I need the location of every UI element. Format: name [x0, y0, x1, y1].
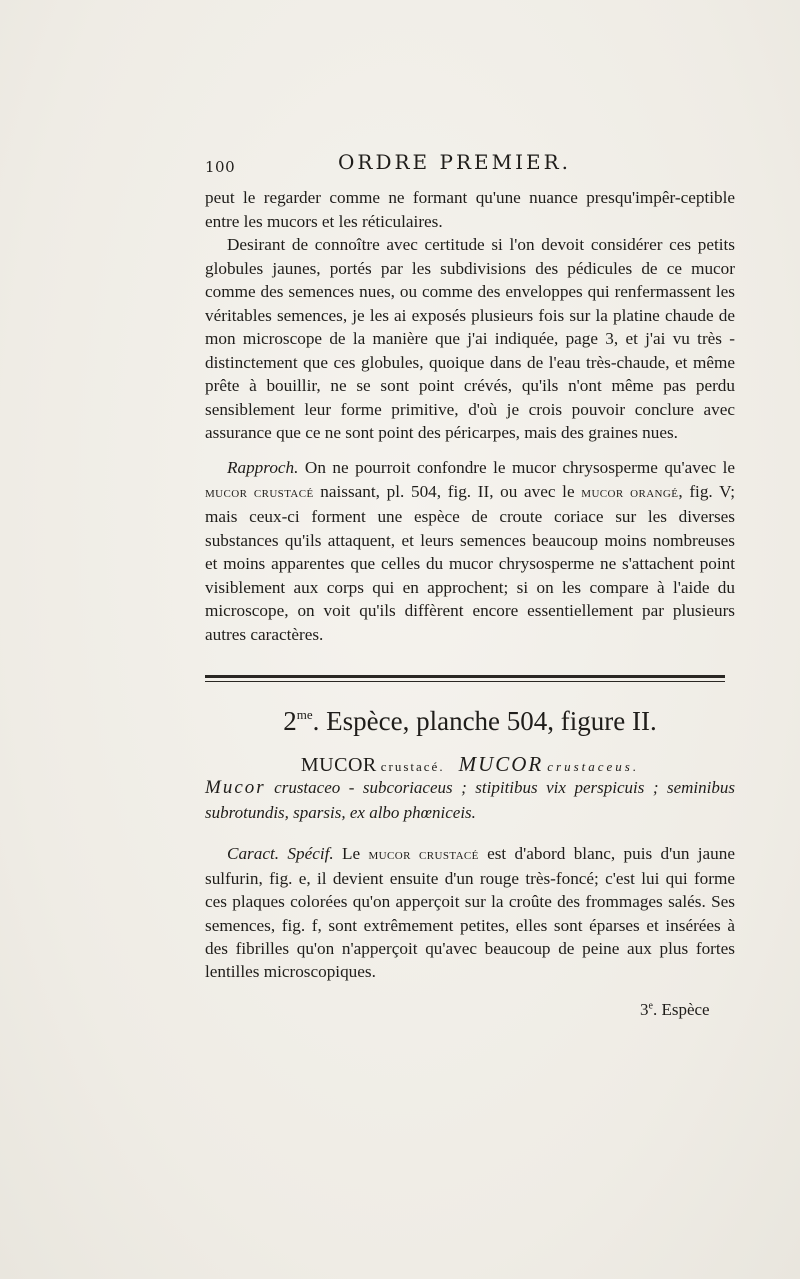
rapproch-smallcaps-1: mucor crustacé — [205, 484, 314, 501]
catchword-suffix: e — [648, 1000, 653, 1012]
species-number-suffix: me — [296, 707, 313, 722]
species-heading-text: . Espèce, planche 504, figure II. — [312, 706, 657, 736]
caract-smallcaps: mucor crustacé — [368, 847, 479, 863]
caract-text-a: Le — [333, 844, 369, 863]
page-number: 100 — [205, 158, 236, 176]
paragraph-desirant: Desirant de connoître avec certitude si l'on devoit considérer ces petits globules jaunes, portés par les subdivisions des pédicules de ce mucor comme des semences nues, ou comme des enveloppes qui renfermassent les véritables semences, je les ai exposés plusieurs fois sur la platine chaude de mon microscope de la manière que j'ai indiquée, page 3, et j'ai vu très - distinctement que ces globules, quoique dans de l'eau très-chaude, et même prête à bouillir, ne se sont point crévés, qu'ils n'ont même pas perdu sensiblement leur forme primitive, d'où je crois pouvoir conclure avec assurance que ce ne sont point des péricarpes, mais des graines nues. — [205, 235, 735, 442]
french-epithet: crustacé. — [380, 759, 445, 774]
latin-genus: MUCOR — [458, 752, 544, 776]
rapproch-smallcaps-2: mucor orangé — [581, 484, 679, 501]
divider-thick-rule — [205, 675, 725, 678]
paragraph-rapproch — [205, 456, 735, 646]
paragraph-continuation: peut le regarder comme ne formant qu'une nuance presqu'impêr-ceptible entre les mucors et les réticulaires. — [205, 188, 735, 231]
diagnosis-text: crustaceo - subcoriaceus ; stipitibus vix perspicuis ; seminibus subrotundis, sparsis, ex albo phœniceis. — [205, 778, 735, 822]
latin-diagnosis — [205, 775, 735, 825]
rapproch-text-c: , fig. V; mais ceux-ci forment une espèce de croute coriace sur les diverses substances qu'ils attaquent, et leurs semences beaucoup moins nombreuses et moins apparentes que celles du mucor chrysosperme ne s'attachent point visiblement aux corps qui en approchent; si on les compare à l'aide du microscope, on voit qu'ils diffèrent encore essentiellement par plusieurs autres caractères. — [205, 481, 735, 644]
text-block-upper — [205, 186, 735, 445]
text-block-rapproch — [205, 456, 735, 646]
french-genus: MUCOR — [300, 754, 377, 776]
caract-lead: Caract. Spécif. — [227, 844, 334, 863]
latin-epithet: crustaceus. — [547, 759, 640, 774]
diagnosis-lead: Mucor — [205, 777, 266, 798]
species-number: 2 — [283, 706, 297, 736]
rapproch-lead: Rapproch. — [227, 458, 299, 477]
specific-characters — [205, 842, 735, 983]
rapproch-text-a: On ne pourroit confondre le mucor chrysosperme qu'avec le — [298, 458, 735, 477]
page-header — [205, 150, 735, 180]
running-title: ORDRE PREMIER. — [338, 150, 572, 174]
caract-text-b: est d'abord blanc, puis d'un jaune sulfurin, fig. e, il devient ensuite d'un rouge très-foncé; c'est lui qui forme ces plaques colorées qu'on apperçoit sur la croûte des frommages salés. Ses semences, fig. f, sont extrêmement petites, elles sont éparses et insérées à des fibrilles qu'on n'apperçoit qu'avec beaucoup de peine aux plus fortes lentilles microscopiques. — [205, 844, 735, 982]
species-heading — [205, 706, 735, 737]
rapproch-text-b: naissant, pl. 504, fig. II, ou avec le — [313, 481, 582, 501]
catchword-number: 3 — [640, 1000, 649, 1019]
catchword — [640, 1000, 710, 1020]
catchword-word: . Espèce — [652, 1000, 710, 1019]
divider-thin-rule — [205, 681, 725, 682]
species-name-line — [205, 752, 735, 777]
section-divider — [205, 675, 725, 682]
